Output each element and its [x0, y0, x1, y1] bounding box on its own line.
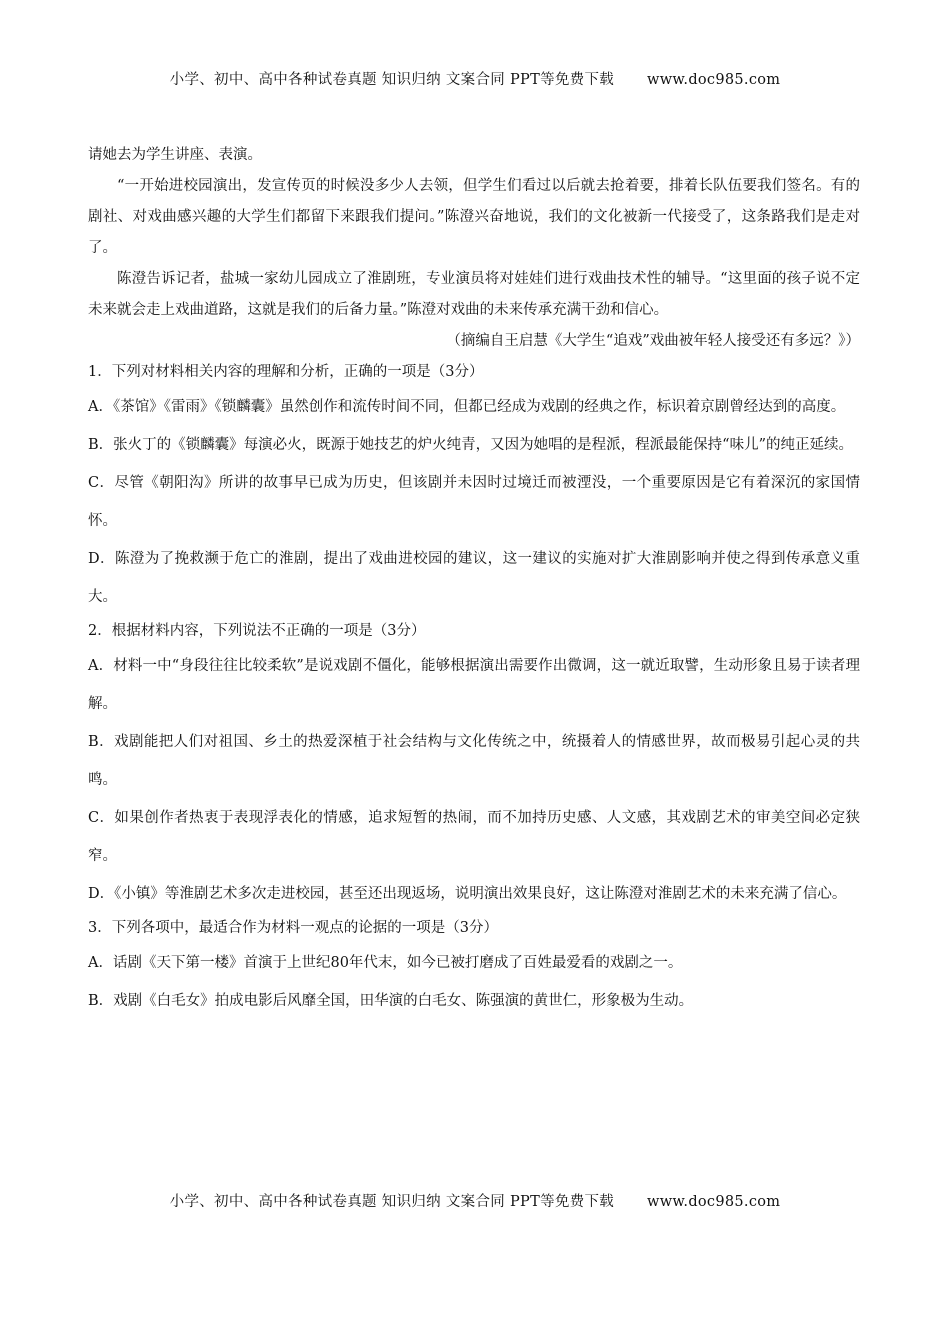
footer-text: 小学、初中、高中各种试卷真题 知识归纳 文案合同 PPT等免费下载 — [169, 1194, 615, 1210]
page-header — [0, 68, 950, 89]
document-body — [88, 140, 860, 1020]
question-stem: 1．下列对材料相关内容的理解和分析，正确的一项是（3分） — [88, 364, 484, 380]
question-3 — [88, 913, 860, 1020]
option-c: C．尽管《朝阳沟》所讲的故事早已成为历史，但该剧并未因时过境迁而被湮没，一个重要原因是它有着深沉的家国情怀。 — [88, 475, 860, 529]
question-stem: 2．根据材料内容，下列说法不正确的一项是（3分） — [88, 623, 426, 639]
passage-paragraph-3: 陈澄告诉记者，盐城一家幼儿园成立了淮剧班，专业演员将对娃娃们进行戏曲技术性的辅导。“这里面的孩子说不定未来就会走上戏曲道路，这就是我们的后备力量。”陈澄对戏曲的未来传承充满干劲和信心。 — [88, 271, 860, 318]
question-stem: 3．下列各项中，最适合作为材料一观点的论据的一项是（3分） — [88, 920, 498, 936]
page-footer — [0, 1190, 950, 1211]
footer-url: www.doc985.com — [647, 1194, 781, 1210]
passage-paragraph-2: “一开始进校园演出，发宣传页的时候没多少人去领，但学生们看过以后就去抢着要，排着长队伍要我们签名。有的剧社、对戏曲感兴趣的大学生们都留下来跟我们提问。”陈澄兴奋地说，我们的文化被新一代接受了，这条路我们是走对了。 — [88, 178, 860, 256]
option-d: D．陈澄为了挽救濒于危亡的淮剧，提出了戏曲进校园的建议，这一建议的实施对扩大淮剧影响并使之得到传承意义重大。 — [88, 551, 860, 605]
option-b: B．戏剧《白毛女》拍成电影后风靡全国，田华演的白毛女、陈强演的黄世仁，形象极为生动。 — [88, 993, 694, 1009]
header-url: www.doc985.com — [647, 72, 781, 88]
question-1 — [88, 357, 860, 616]
header-text: 小学、初中、高中各种试卷真题 知识归纳 文案合同 PPT等免费下载 — [169, 72, 615, 88]
option-d: D．《小镇》等淮剧艺术多次走进校园，甚至还出现返场，说明演出效果良好，这让陈澄对淮剧艺术的未来充满了信心。 — [88, 886, 847, 902]
question-2 — [88, 616, 860, 913]
option-a: A．《茶馆》《雷雨》《锁麟囊》虽然创作和流传时间不同，但都已经成为戏剧的经典之作，标识着京剧曾经达到的高度。 — [88, 399, 846, 415]
option-a: A．材料一中“身段往往比较柔软”是说戏剧不僵化，能够根据演出需要作出微调，这一就近取譬，生动形象且易于读者理解。 — [88, 658, 860, 712]
option-c: C．如果创作者热衷于表现浮表化的情感，追求短暂的热闹，而不加持历史感、人文感，其戏剧艺术的审美空间必定狭窄。 — [88, 810, 860, 864]
option-b: B．张火丁的《锁麟囊》每演必火，既源于她技艺的炉火纯青，又因为她唱的是程派，程派最能保持“味儿”的纯正延续。 — [88, 437, 853, 453]
passage-source: （摘编自王启慧《大学生“追戏”戏曲被年轻人接受还有多远？》） — [446, 333, 860, 349]
option-b: B．戏剧能把人们对祖国、乡土的热爱深植于社会结构与文化传统之中，统摄着人的情感世界，故而极易引起心灵的共鸣。 — [88, 734, 860, 788]
option-a: A．话剧《天下第一楼》首演于上世纪80年代末，如今已被打磨成了百姓最爱看的戏剧之一。 — [88, 955, 683, 971]
passage-paragraph-1: 请她去为学生讲座、表演。 — [88, 147, 262, 163]
